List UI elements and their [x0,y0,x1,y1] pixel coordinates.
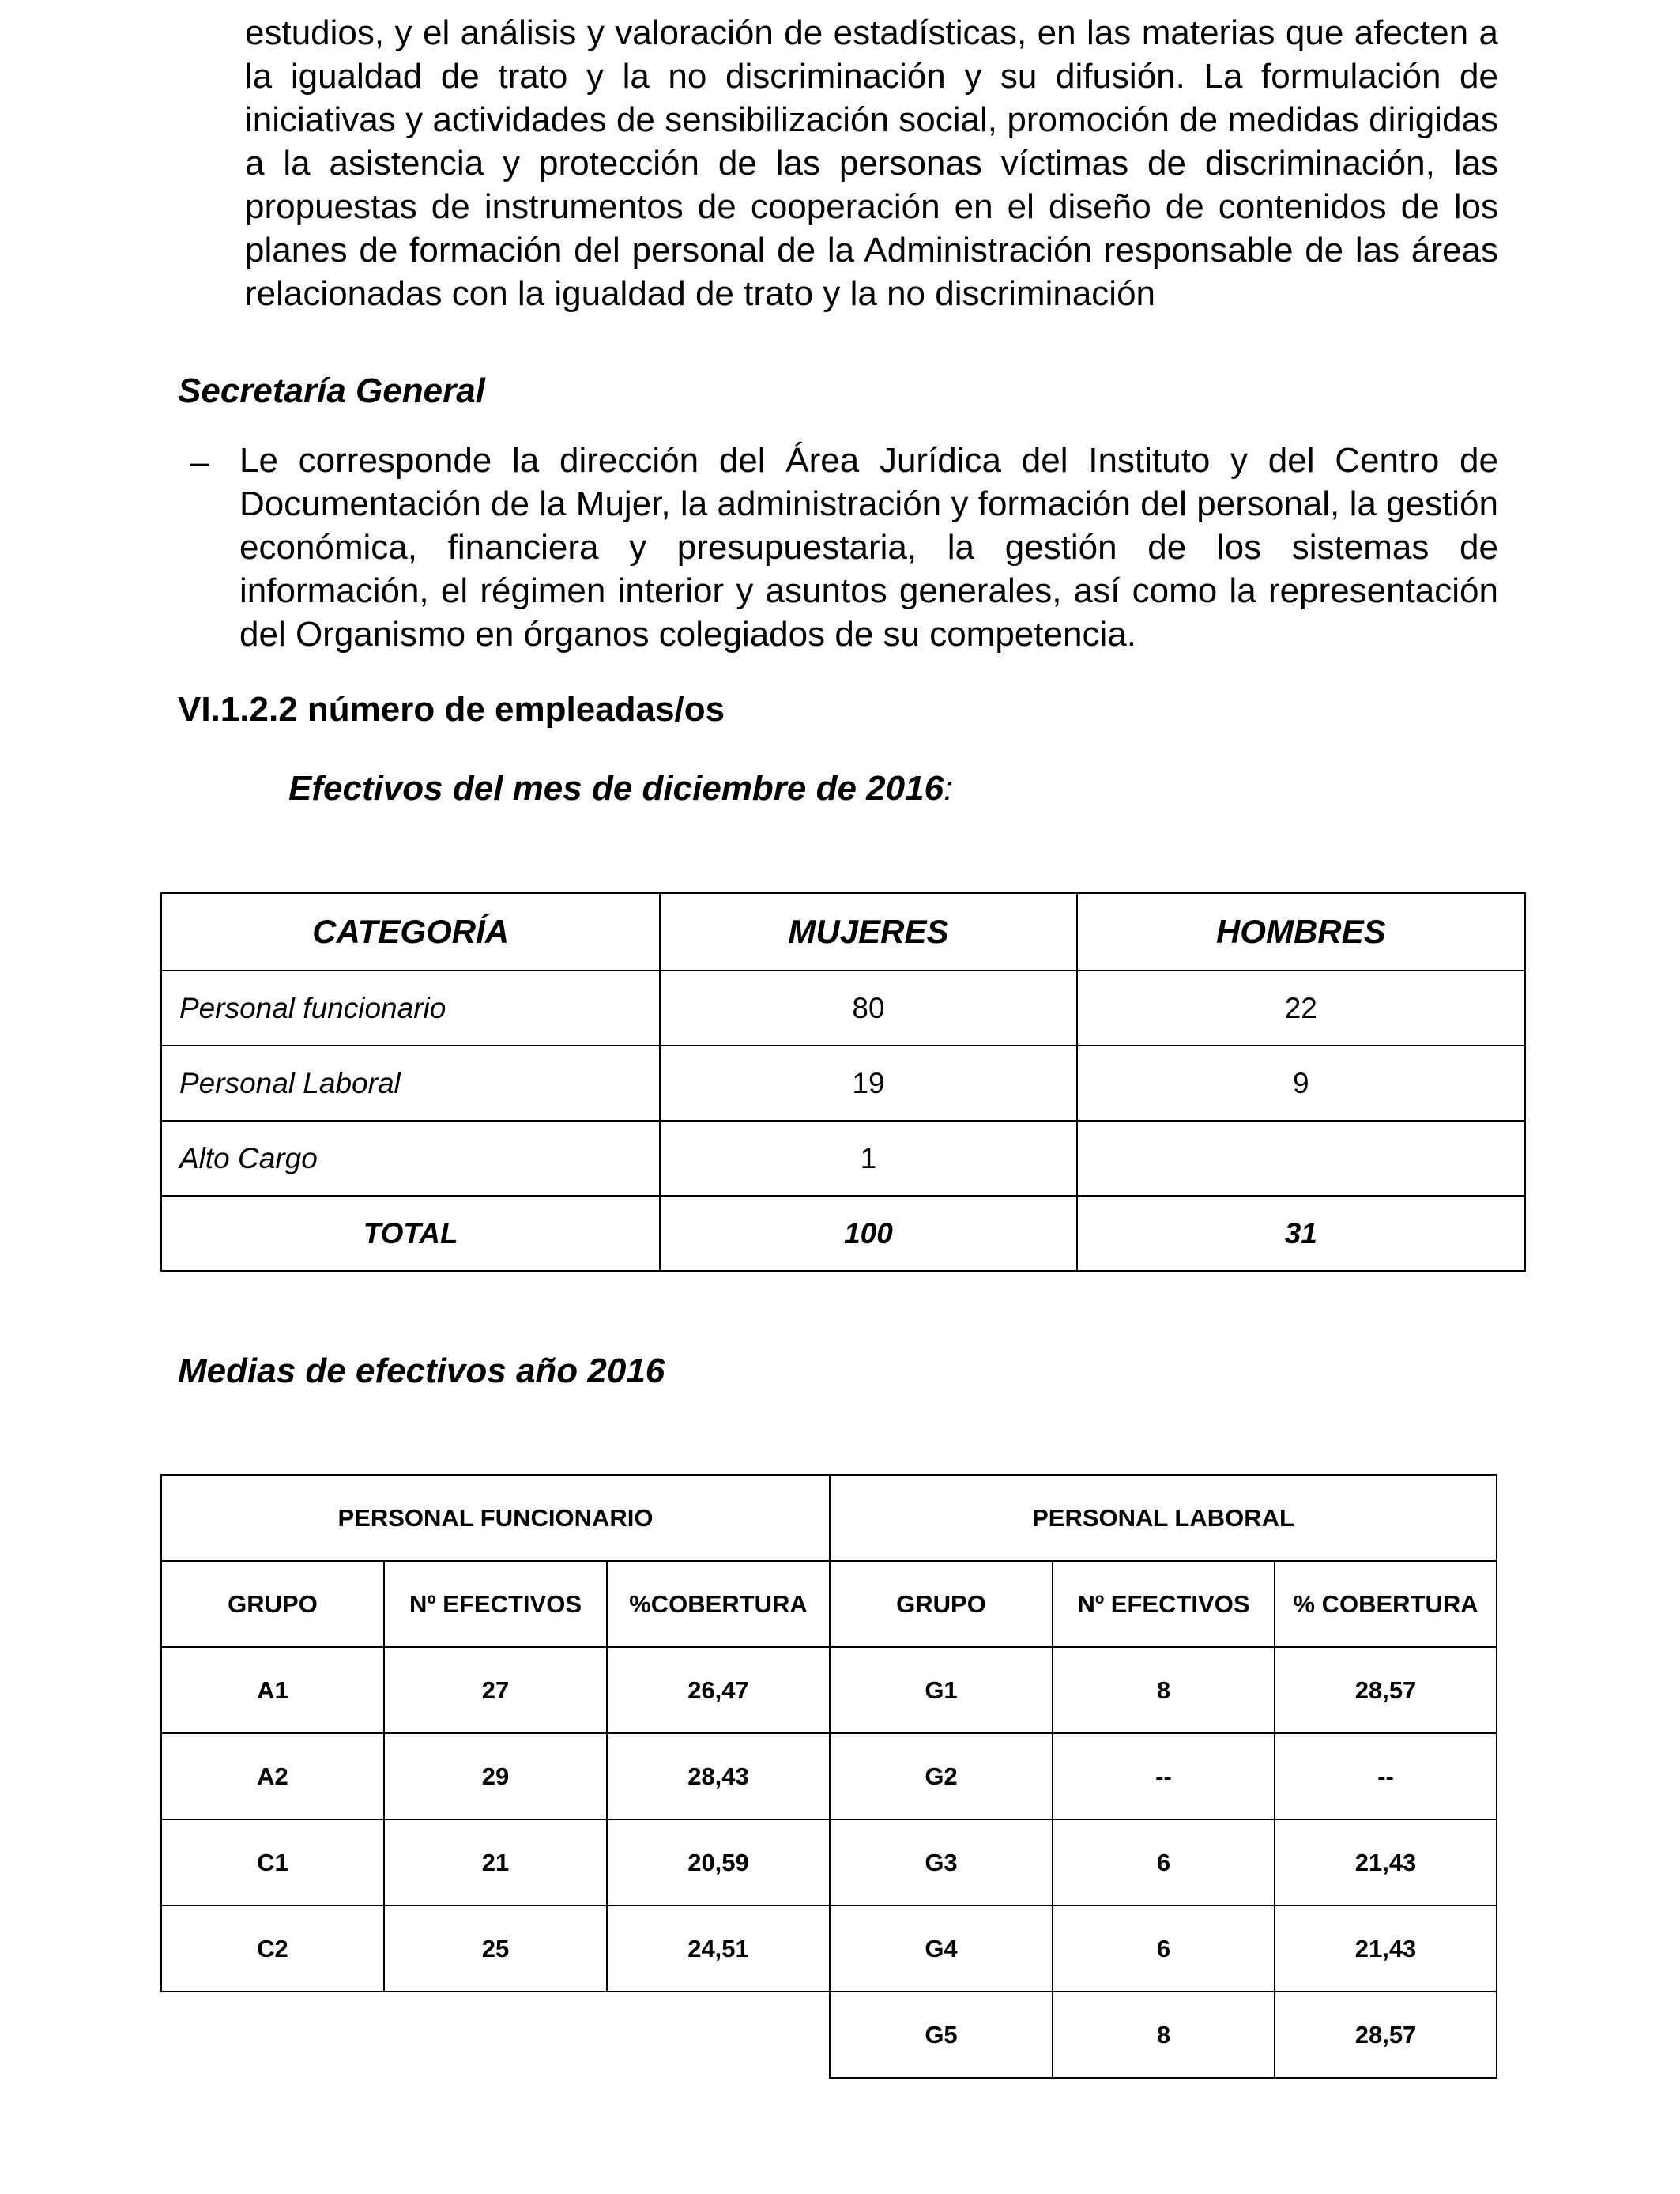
cell: 26,47 [607,1647,830,1733]
header-grupo: GRUPO [161,1561,384,1647]
cell: G1 [830,1647,1053,1733]
cell: -- [1275,1733,1497,1819]
efectivos-title-text: Efectivos del mes de diciembre de 2016 [288,769,944,808]
cell: 6 [1053,1906,1275,1992]
cell: -- [1053,1733,1275,1819]
section-heading: VI.1.2.2 número de empleadas/os [178,690,725,729]
header-personal-laboral: PERSONAL LABORAL [830,1475,1497,1561]
cell: 28,43 [607,1733,830,1819]
cell: C2 [161,1906,384,1992]
cell: 21,43 [1275,1819,1497,1906]
header-categoria: CATEGORÍA [161,893,660,971]
cell: 28,57 [1275,1647,1497,1733]
column-header-row [161,1561,1497,1647]
bullet-dash: – [190,443,209,481]
cell: 29 [384,1733,607,1819]
table-row [161,1647,1497,1733]
table-row [161,1121,1525,1196]
cell-total-label: TOTAL [161,1196,660,1271]
header-efectivos: Nº EFECTIVOS [384,1561,607,1647]
medias-title: Medias de efectivos año 2016 [178,1351,665,1390]
efectivos-title [288,769,953,809]
cell-hombres: 9 [1077,1046,1525,1121]
header-cobertura: % COBERTURA [1275,1561,1497,1647]
cell-mujeres: 19 [660,1046,1076,1121]
secretaria-paragraph: Le corresponde la dirección del Área Jurídica del Instituto y del Centro de Documentación de la Mujer, la administración y formación del personal, la gestión económica, financiera y presupuestaria, la gestión de los sistemas de información, el régimen interior y asuntos generales, así como la representación del Organismo en órganos colegiados de su competencia. [239,441,1498,654]
header-grupo: GRUPO [830,1561,1053,1647]
cell: 28,57 [1275,1992,1497,2078]
empty-cell [161,1992,830,2078]
header-personal-funcionario: PERSONAL FUNCIONARIO [161,1475,830,1561]
cell-hombres: 22 [1077,971,1525,1046]
cell: 20,59 [607,1819,830,1906]
cell-hombres [1077,1121,1525,1196]
cell-categoria: Alto Cargo [161,1121,660,1196]
cell: A2 [161,1733,384,1819]
group-header-row [161,1475,1497,1561]
cell: C1 [161,1819,384,1906]
table-row [161,971,1525,1046]
cell: 8 [1053,1647,1275,1733]
cell-total-mujeres: 100 [660,1196,1076,1271]
header-mujeres: MUJERES [660,893,1076,971]
cell: 6 [1053,1819,1275,1906]
cell: A1 [161,1647,384,1733]
header-efectivos: Nº EFECTIVOS [1053,1561,1275,1647]
header-cobertura: %COBERTURA [607,1561,830,1647]
table-row [161,1046,1525,1121]
cell-categoria: Personal Laboral [161,1046,660,1121]
cell: G5 [830,1992,1053,2078]
cell: 27 [384,1647,607,1733]
cell: G3 [830,1819,1053,1906]
cell: 25 [384,1906,607,1992]
cell: G4 [830,1906,1053,1992]
cell: 8 [1053,1992,1275,2078]
secretaria-heading: Secretaría General [178,371,485,410]
table-row [161,1906,1497,1992]
header-hombres: HOMBRES [1077,893,1525,971]
cell-mujeres: 80 [660,971,1076,1046]
cell: 24,51 [607,1906,830,1992]
cell: 21,43 [1275,1906,1497,1992]
total-row [161,1196,1525,1271]
table-row [161,1819,1497,1906]
cell-total-hombres: 31 [1077,1196,1525,1271]
cell-categoria: Personal funcionario [161,971,660,1046]
cell-mujeres: 1 [660,1121,1076,1196]
intro-paragraph: estudios, y el análisis y valoración de estadísticas, en las materias que afecten a la igualdad de trato y la no discriminación y su difusión. La formulación de iniciativas y actividades de sensibilización social, promoción de medidas dirigidas a la asistencia y protección de las personas víctimas de discriminación, las propuestas de instrumentos de cooperación en el diseño de contenidos de los planes de formación del personal de la Administración responsable de las áreas relacionadas con la igualdad de trato y la no discriminación [245,13,1498,313]
table-header-row [161,893,1525,971]
table-row [161,1733,1497,1819]
table-row [161,1992,1497,2078]
cell: G2 [830,1733,1053,1819]
efectivos-title-colon: : [944,769,954,808]
medias-table [160,1474,1497,2079]
cell: 21 [384,1819,607,1906]
efectivos-table [160,892,1526,1272]
